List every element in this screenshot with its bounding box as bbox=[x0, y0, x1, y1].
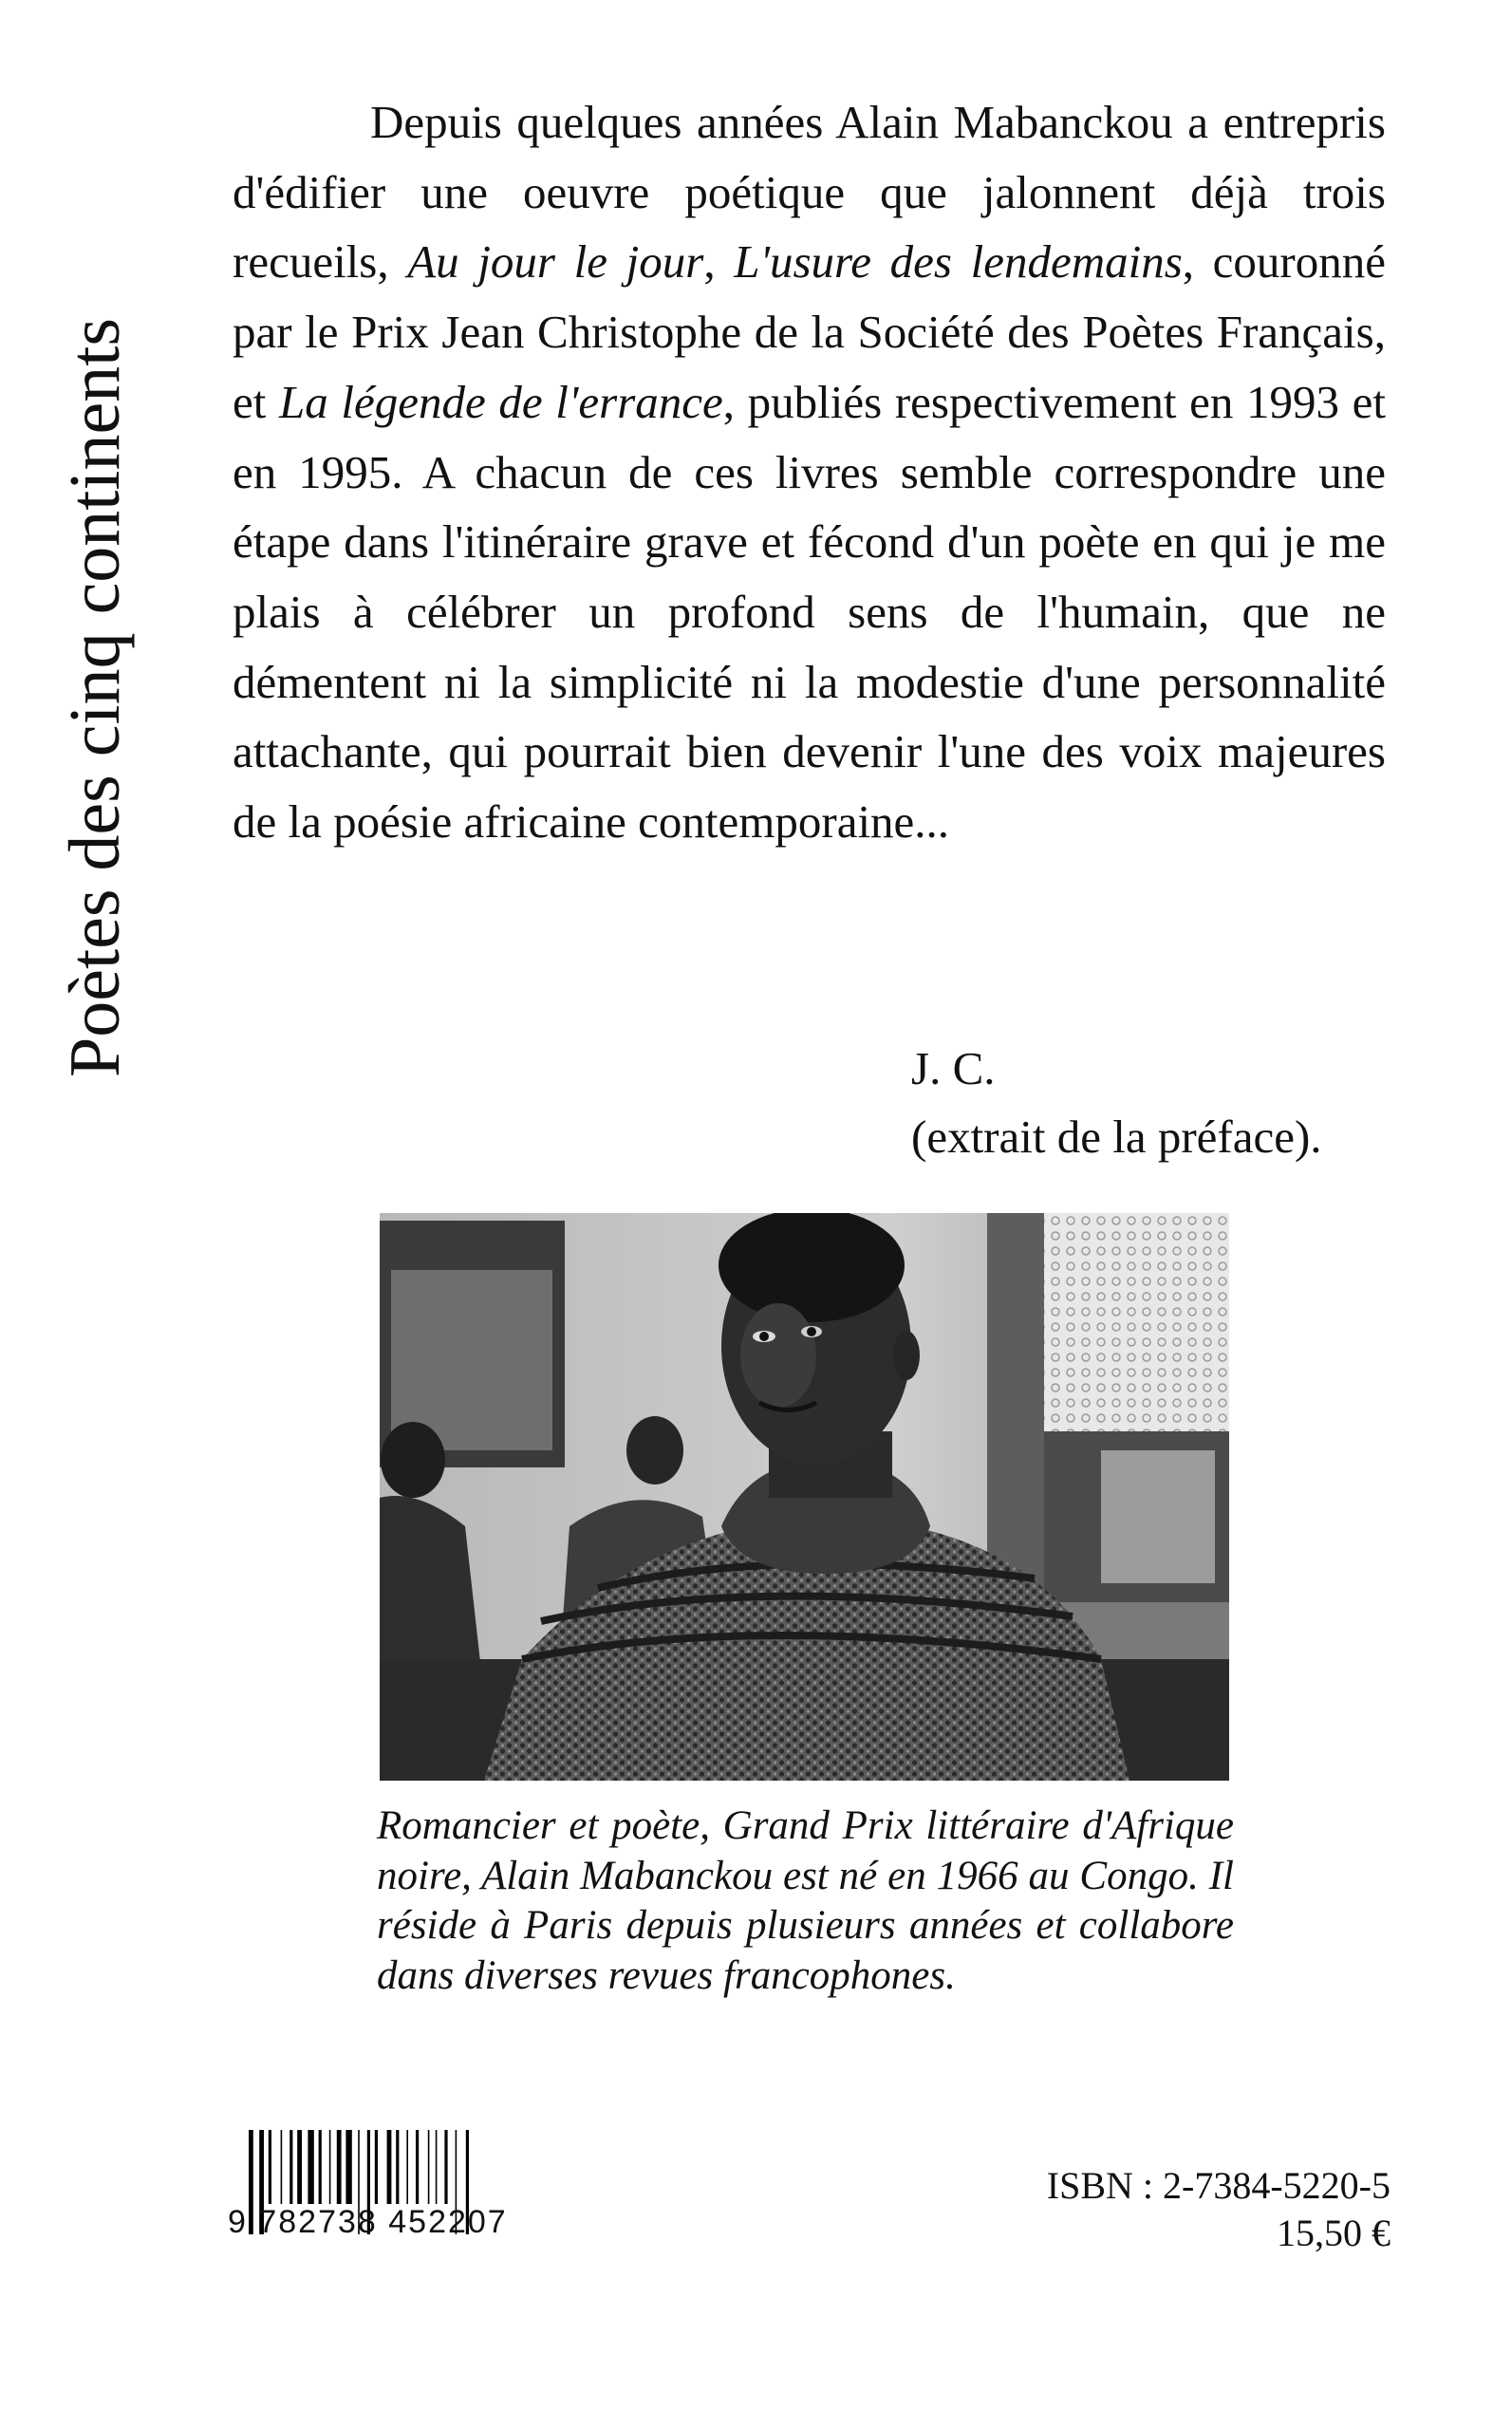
signature-initials: J. C. bbox=[911, 1042, 996, 1094]
barcode-bar bbox=[436, 2130, 438, 2204]
barcode-bar bbox=[345, 2130, 351, 2204]
barcode-bar bbox=[308, 2130, 313, 2204]
barcode-bar bbox=[297, 2130, 302, 2204]
barcode-bar bbox=[375, 2130, 378, 2204]
blurb-text: Depuis quelques années Alain Mabanckou a entrepris d'édifier une oeuvre poétique que jalonnent déjà trois recueils, bbox=[233, 96, 1386, 289]
barcode-bar bbox=[444, 2130, 447, 2204]
blurb-paragraph bbox=[233, 87, 1386, 857]
book-title-au-jour-le-jour: Au jour le jour bbox=[407, 235, 704, 289]
barcode-bar bbox=[329, 2130, 331, 2204]
series-title: Poètes des cinq continents bbox=[55, 318, 135, 1077]
back-cover-blurb bbox=[233, 87, 1386, 857]
price: 15,50 € bbox=[1277, 2212, 1391, 2254]
blurb-separator: , bbox=[703, 235, 735, 289]
barcode-bar bbox=[319, 2130, 322, 2204]
barcode-bar bbox=[387, 2130, 392, 2204]
barcode-bar bbox=[337, 2130, 342, 2204]
barcode-bar bbox=[269, 2130, 271, 2204]
barcode-digits: 9 782738 452207 bbox=[228, 2204, 508, 2240]
book-title-usure-des-lendemains: L'usure des lendemains bbox=[734, 235, 1183, 289]
author-caption: Romancier et poète, Grand Prix littéraire d'Afrique noire, Alain Mabanckou est né en 1966 au Congo. Il réside à Paris depuis plusieurs années et collabore dans diverses revues francophones. bbox=[377, 1803, 1234, 1998]
barcode-bar bbox=[289, 2130, 292, 2204]
signature-source: (extrait de la préface). bbox=[911, 1111, 1322, 1163]
barcode-bar bbox=[396, 2130, 399, 2204]
book-title-legende-de-l-errance: La légende de l'errance bbox=[279, 375, 723, 428]
blurb-text: , publiés respectivement en 1993 et en 1995. A chacun de ces livres semble correspondre une étape dans l'itinéraire grave et fécond d'un poète en qui je me plais à célébrer un profond sens de l'humain, que ne démentent ni la simplicité ni la modestie d'une personnalité attachante, qui pourrait bien devenir l'une des voix majeures de la poésie africaine contemporaine... bbox=[233, 375, 1386, 849]
barcode-bar bbox=[428, 2130, 430, 2204]
barcode-bar bbox=[416, 2130, 419, 2204]
signature-block bbox=[911, 1035, 1322, 1171]
barcode-bar bbox=[281, 2130, 283, 2204]
barcode-bar bbox=[406, 2130, 408, 2204]
blurb-text: , couronné par le Prix Jean Christophe de la Société des Poètes Français, et bbox=[233, 235, 1386, 428]
isbn-number: ISBN : 2-7384-5220-5 bbox=[1046, 2164, 1391, 2207]
author-photo-image bbox=[380, 1213, 1229, 1781]
author-photo bbox=[380, 1213, 1229, 1781]
